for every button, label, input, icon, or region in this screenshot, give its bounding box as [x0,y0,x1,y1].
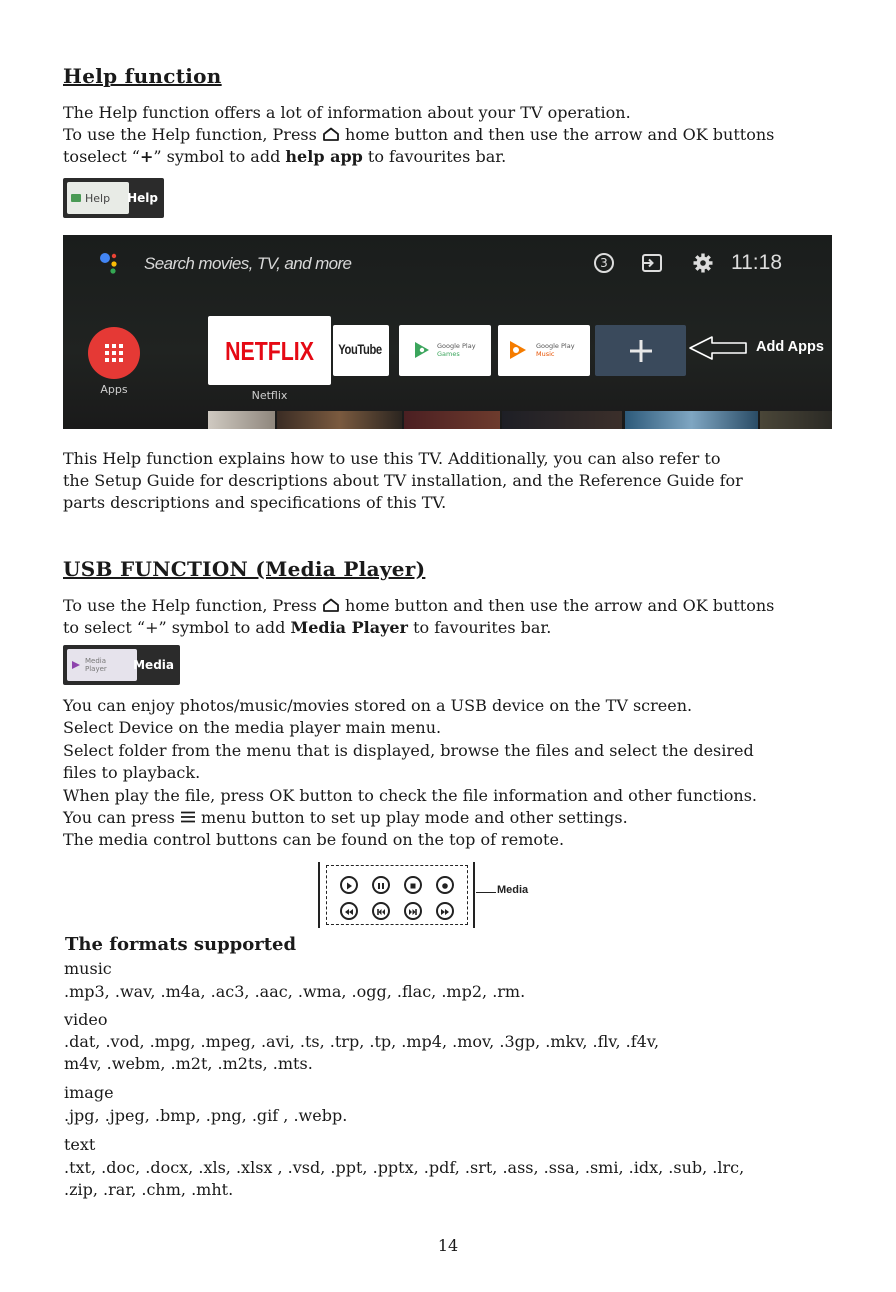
format-list-video-1: .dat, .vod, .mpg, .mpeg, .avi, .ts, .trp, .tp, .mp4, .mov, .3gp, .mkv, .flv, .f4v, [64,1032,660,1051]
section-heading-help: Help function [63,64,222,88]
home-icon [322,598,340,612]
gear-icon[interactable] [692,252,714,274]
help-line-3-b: ” symbol to add [153,147,286,166]
usb-body-7: The media control buttons can be found on the top of remote. [63,830,565,849]
usb-body-6-b: menu button to set up play mode and other settings. [195,808,628,827]
input-source-icon[interactable] [641,253,663,273]
page-number: 14 [437,1236,459,1255]
media-player-term: Media Player [290,618,408,637]
help-line-3-c: to favourites bar. [362,147,507,166]
thumbnail-4[interactable] [502,411,622,429]
usb-line-1-a: To use the Help function, Press [63,596,322,615]
tv-home-screenshot [63,235,832,429]
format-category-text: text [64,1135,96,1154]
format-list-image: .jpg, .jpeg, .bmp, .png, .gif , .webp. [64,1106,348,1125]
thumbnail-6[interactable] [760,411,832,429]
media-player-tile-text-1: Media [85,657,107,665]
media-play-icon [71,660,81,670]
usb-line-1-b: home button and then use the arrow and OK buttons [339,596,775,615]
usb-line-2-a: to select “+” symbol to add [63,618,291,637]
help-line-2-b: home button and then use the arrow and OK buttons [339,125,775,144]
thumbnail-1[interactable] [208,411,275,429]
apps-button[interactable] [88,327,140,379]
section-heading-usb: USB FUNCTION (Media Player) [63,557,426,581]
play-music-text-2: Music [536,350,555,358]
media-player-tile-text [85,657,107,673]
help-line-1: The Help function offers a lot of information about your TV operation. [63,103,631,122]
usb-body-2: Select Device on the media player main menu. [63,718,442,737]
help-app-tile-card [67,182,129,214]
media-player-tile-text-2: Player [85,665,107,673]
google-assistant-icon [99,251,123,277]
play-button-icon [340,876,358,894]
media-player-tile-card [67,649,137,681]
record-button-icon [436,876,454,894]
media-player-tile-label: Media [133,658,174,672]
thumbnail-3[interactable] [404,411,500,429]
stop-button-icon [404,876,422,894]
plus-icon [628,338,654,364]
format-category-music: music [64,959,112,978]
usb-body-1: You can enjoy photos/music/movies stored on a USB device on the TV screen. [63,696,693,715]
help-line-2 [63,124,774,147]
google-play-games-card[interactable] [399,325,491,376]
help-app-term: help app [285,147,363,166]
help-desc-line-2: the Setup Guide for descriptions about TV installation, and the Reference Guide for [63,471,743,490]
usb-body-4: files to playback. [63,763,201,782]
rewind-button-icon [340,902,358,920]
youtube-logo: YouTube [338,341,382,357]
pause-button-icon [372,876,390,894]
media-callout-line [476,892,496,893]
remote-right-edge [473,862,478,928]
help-line-3 [63,146,506,169]
usb-body-6 [63,807,628,830]
usb-line-2-c: to favourites bar. [407,618,552,637]
add-apps-callout: Add Apps [756,339,824,355]
thumbnail-5[interactable] [625,411,758,429]
apps-label: Apps [100,383,128,396]
usb-body-6-a: You can press [63,808,180,827]
help-desc-line-1: This Help function explains how to use this TV. Additionally, you can also refer to [63,449,721,468]
menu-icon [180,811,196,823]
search-prompt[interactable]: Search movies, TV, and more [144,254,352,273]
help-app-icon [71,194,81,202]
play-music-icon [508,340,528,360]
usb-line-1 [63,595,774,618]
remote-media-buttons-diagram [318,862,478,928]
formats-heading: The formats supported [65,934,297,955]
usb-body-5: When play the file, press OK button to check the file information and other functions. [63,786,757,805]
play-music-text-1: Google Play [536,342,575,350]
notifications-icon[interactable]: 3 [594,253,614,273]
fast-forward-button-icon [436,902,454,920]
help-app-tile [63,178,164,218]
format-list-video-2: m4v, .webm, .m2t, .m2ts, .mts. [64,1054,313,1073]
netflix-card[interactable] [208,316,331,385]
previous-button-icon [372,902,390,920]
usb-body-3: Select folder from the menu that is displayed, browse the files and select the desired [63,741,754,760]
plus-symbol: + [139,147,154,166]
format-list-text-1: .txt, .doc, .docx, .xls, .xlsx , .vsd, .ppt, .pptx, .pdf, .srt, .ass, .ssa, .smi, .idx, .sub, .lrc, [64,1158,745,1177]
help-line-3-a: toselect “ [63,147,140,166]
play-games-icon [413,341,431,359]
arrow-left-icon [688,335,748,361]
format-category-image: image [64,1083,114,1102]
home-icon [322,127,340,141]
help-desc-line-3: parts descriptions and specifications of this TV. [63,493,447,512]
help-line-2-a: To use the Help function, Press [63,125,322,144]
format-list-text-2: .zip, .rar, .chm, .mht. [64,1180,234,1199]
usb-line-2 [63,617,551,640]
play-games-text-1: Google Play [437,342,476,350]
netflix-label: Netflix [251,389,288,402]
help-app-tile-label: Help [127,191,158,205]
clock: 11:18 [731,251,782,274]
media-callout-label: Media [497,884,529,896]
thumbnail-2[interactable] [277,411,402,429]
media-player-app-tile [63,645,180,685]
format-list-music: .mp3, .wav, .m4a, .ac3, .aac, .wma, .ogg, .flac, .mp2, .rm. [64,982,526,1001]
format-category-video: video [64,1010,108,1029]
netflix-logo: NETFLIX [225,336,314,366]
remote-left-edge [318,862,323,928]
add-app-tile[interactable] [595,325,686,376]
play-games-text-2: Games [437,350,460,358]
next-button-icon [404,902,422,920]
help-app-tile-text: Help [85,191,111,205]
youtube-card[interactable] [333,325,389,376]
google-play-music-card[interactable] [498,325,590,376]
apps-grid-icon [104,343,124,363]
